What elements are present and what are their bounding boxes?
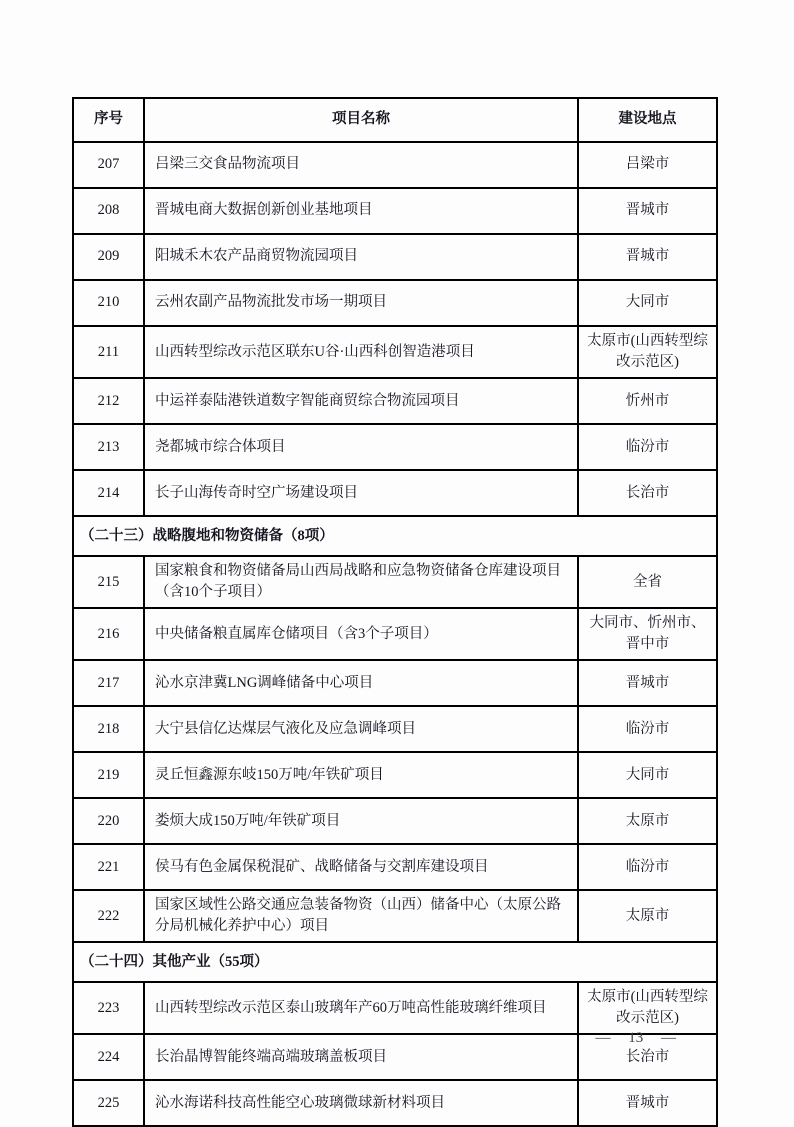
location-cell: 全省 xyxy=(578,556,717,608)
location-cell: 临汾市 xyxy=(578,706,717,752)
table-row xyxy=(73,890,717,942)
row-number-cell: 219 xyxy=(73,752,144,798)
row-number-cell: 210 xyxy=(73,280,144,326)
project-name-cell: 中央储备粮直属库仓储项目（含3个子项目） xyxy=(144,608,578,660)
row-number-cell: 218 xyxy=(73,706,144,752)
location-cell: 吕梁市 xyxy=(578,142,717,188)
location-cell: 晋城市 xyxy=(578,1080,717,1126)
row-number-cell: 216 xyxy=(73,608,144,660)
column-header-number: 序号 xyxy=(73,98,144,142)
project-name-cell: 娄烦大成150万吨/年铁矿项目 xyxy=(144,798,578,844)
table-row xyxy=(73,608,717,660)
location-cell: 太原市 xyxy=(578,890,717,942)
column-header-project-name: 项目名称 xyxy=(144,98,578,142)
location-cell: 大同市 xyxy=(578,280,717,326)
project-name-cell: 侯马有色金属保税混矿、战略储备与交割库建设项目 xyxy=(144,844,578,890)
table-row xyxy=(73,982,717,1034)
project-name-cell: 晋城电商大数据创新创业基地项目 xyxy=(144,188,578,234)
table-row xyxy=(73,556,717,608)
row-number-cell: 212 xyxy=(73,378,144,424)
section-row xyxy=(73,516,717,556)
table-row xyxy=(73,1080,717,1126)
location-cell: 忻州市 xyxy=(578,378,717,424)
project-name-cell: 国家区域性公路交通应急装备物资（山西）储备中心（太原公路分局机械化养护中心）项目 xyxy=(144,890,578,942)
project-name-cell: 国家粮食和物资储备局山西局战略和应急物资储备仓库建设项目（含10个子项目） xyxy=(144,556,578,608)
project-name-cell: 沁水京津冀LNG调峰储备中心项目 xyxy=(144,660,578,706)
row-number-cell: 214 xyxy=(73,470,144,516)
project-name-cell: 大宁县信亿达煤层气液化及应急调峰项目 xyxy=(144,706,578,752)
table-row xyxy=(73,752,717,798)
row-number-cell: 222 xyxy=(73,890,144,942)
table-header-row xyxy=(73,98,717,142)
row-number-cell: 209 xyxy=(73,234,144,280)
location-cell: 长治市 xyxy=(578,470,717,516)
table-row xyxy=(73,844,717,890)
location-cell: 大同市 xyxy=(578,752,717,798)
project-name-cell: 尧都城市综合体项目 xyxy=(144,424,578,470)
location-cell: 临汾市 xyxy=(578,844,717,890)
project-name-cell: 长子山海传奇时空广场建设项目 xyxy=(144,470,578,516)
location-cell: 晋城市 xyxy=(578,660,717,706)
table-row xyxy=(73,326,717,378)
table-row xyxy=(73,470,717,516)
section-row xyxy=(73,942,717,982)
table-row xyxy=(73,378,717,424)
location-cell: 长治市 xyxy=(578,1034,717,1080)
column-header-location: 建设地点 xyxy=(578,98,717,142)
row-number-cell: 221 xyxy=(73,844,144,890)
section-label: （二十四）其他产业（55项） xyxy=(73,942,717,982)
location-cell: 晋城市 xyxy=(578,188,717,234)
location-cell: 晋城市 xyxy=(578,234,717,280)
document-page xyxy=(72,97,716,1127)
row-number-cell: 225 xyxy=(73,1080,144,1126)
projects-table xyxy=(72,97,718,1127)
project-name-cell: 阳城禾木农产品商贸物流园项目 xyxy=(144,234,578,280)
location-cell: 大同市、忻州市、晋中市 xyxy=(578,608,717,660)
row-number-cell: 207 xyxy=(73,142,144,188)
table-row xyxy=(73,660,717,706)
project-name-cell: 沁水海诺科技高性能空心玻璃微球新材料项目 xyxy=(144,1080,578,1126)
project-name-cell: 中运祥泰陆港铁道数字智能商贸综合物流园项目 xyxy=(144,378,578,424)
row-number-cell: 220 xyxy=(73,798,144,844)
table-row xyxy=(73,424,717,470)
location-cell: 太原市(山西转型综改示范区) xyxy=(578,326,717,378)
project-name-cell: 灵丘恒鑫源东岐150万吨/年铁矿项目 xyxy=(144,752,578,798)
page-number: — 13 — xyxy=(595,1030,676,1046)
table-row xyxy=(73,142,717,188)
table-row xyxy=(73,798,717,844)
row-number-cell: 223 xyxy=(73,982,144,1034)
location-cell: 临汾市 xyxy=(578,424,717,470)
location-cell: 太原市 xyxy=(578,798,717,844)
table-row xyxy=(73,234,717,280)
section-label: （二十三）战略腹地和物资储备（8项） xyxy=(73,516,717,556)
row-number-cell: 211 xyxy=(73,326,144,378)
project-name-cell: 山西转型综改示范区联东U谷·山西科创智造港项目 xyxy=(144,326,578,378)
project-name-cell: 吕梁三交食品物流项目 xyxy=(144,142,578,188)
table-row xyxy=(73,280,717,326)
project-name-cell: 云州农副产品物流批发市场一期项目 xyxy=(144,280,578,326)
location-cell: 太原市(山西转型综改示范区) xyxy=(578,982,717,1034)
row-number-cell: 217 xyxy=(73,660,144,706)
project-name-cell: 山西转型综改示范区泰山玻璃年产60万吨高性能玻璃纤维项目 xyxy=(144,982,578,1034)
project-name-cell: 长治晶博智能终端高端玻璃盖板项目 xyxy=(144,1034,578,1080)
table-row xyxy=(73,188,717,234)
row-number-cell: 224 xyxy=(73,1034,144,1080)
table-row xyxy=(73,706,717,752)
row-number-cell: 215 xyxy=(73,556,144,608)
row-number-cell: 213 xyxy=(73,424,144,470)
row-number-cell: 208 xyxy=(73,188,144,234)
